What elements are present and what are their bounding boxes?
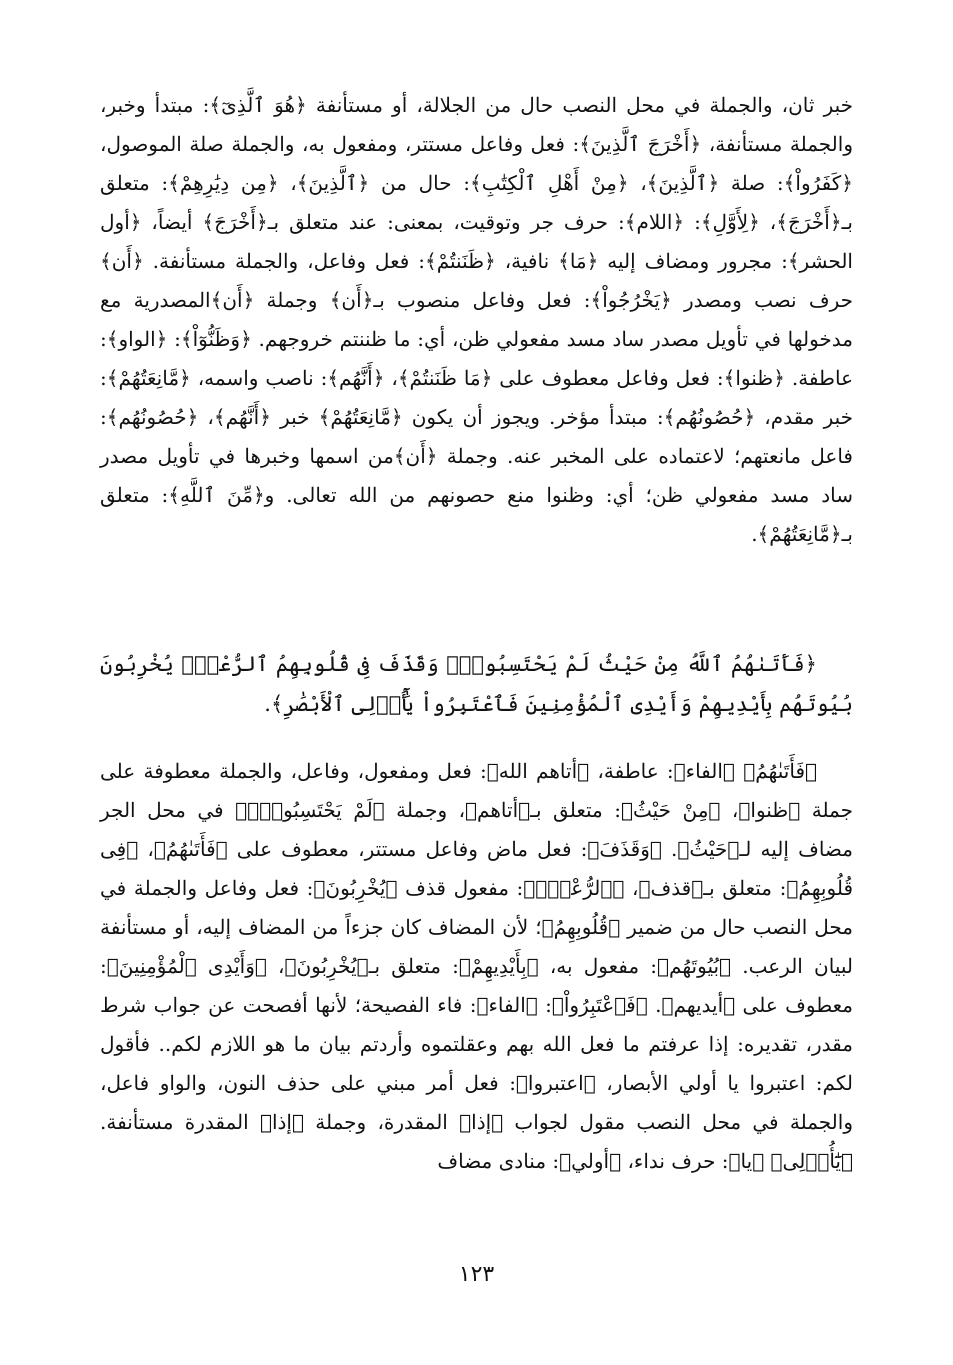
page-number: ١٢٣ xyxy=(458,1262,495,1287)
commentary-paragraph: خبر ثان، والجملة في محل النصب حال من الجلالة، أو مستأنفة ﴿هُوَ ٱلَّذِىٓ﴾: مبتدأ وخبر، والجملة مستأنفة، ﴿أَخْرَجَ ٱلَّذِينَ﴾: فعل وفاعل مستتر، ومفعول به، والجملة صلة الموصول، ﴿كَفَرُواْ﴾: صلة ﴿ٱلَّذِينَ﴾، ﴿مِنْ أَهْلِ ٱلْكِتَٰبِ﴾: حال من ﴿ٱلَّذِينَ﴾، ﴿مِن دِيَٰرِهِمْ﴾: متعلق بـ﴿أَخْرَجَ﴾، ﴿لِأَوَّلِ﴾: ﴿اللام﴾: حرف جر وتوقيت، بمعنى: عند متعلق بـ﴿أَخْرَجَ﴾ أيضاً، ﴿أول الحشر﴾: مجرور ومضاف إليه ﴿مَا﴾ نافية، ﴿ظَنَنتُمْ﴾: فعل وفاعل، والجملة مستأنفة. ﴿أَن﴾ حرف نصب ومصدر ﴿يَخْرُجُواْ﴾: فعل وفاعل منصوب بـ﴿أَن﴾ وجملة ﴿أَن﴾المصدرية مع مدخولها في تأويل مصدر ساد مسد مفعولي ظن، أي: ما ظننتم خروجهم. ﴿وَظَنُّوٓاْ﴾: ﴿الواو﴾: عاطفة. ﴿ظنوا﴾: فعل وفاعل معطوف على ﴿مَا ظَنَنتُمْ﴾، ﴿أَنَّهُم﴾: ناصب واسمه، ﴿مَّانِعَتُهُمْ﴾: خبر مقدم، ﴿حُصُونُهُم﴾: مبتدأ مؤخر. ويجوز أن يكون ﴿مَّانِعَتُهُمْ﴾ خبر ﴿أَنَّهُم﴾، ﴿حُصُونُهُم﴾: فاعل مانعتهم؛ لاعتماده على المخبر عنه. وجملة ﴿أَن﴾من اسمها وخبرها في تأويل مصدر ساد مسد مفعولي ظن؛ أي: وظنوا منع حصونهم من الله تعالى. و﴿مِّنَ ٱللَّهِ﴾: متعلق بـ﴿مَّانِعَتُهُمْ﴾. xyxy=(100,93,853,546)
quran-verse: ﴿فَأَتَىٰهُمُ ٱللَّهُ مِنْ حَيْثُ لَمْ يَحْتَسِبُواْۖ وَقَذَفَ فِى قُلُوبِهِمُ ٱلرُّعْبَۚ يُخْرِبُونَ بُيُوتَهُم بِأَيْدِيهِمْ وَأَيْدِى ٱلْمُؤْمِنِينَ فَٱعْتَبِرُواْ يَٰٓأُو۟لِى ٱلْأَبْصَٰرِ﴾. xyxy=(100,652,853,716)
commentary-paragraph-2: ﴿فَأَتَىٰهُمُ﴾ ﴿الفاء﴾: عاطفة، ﴿أتاهم الله﴾: فعل ومفعول، وفاعل، والجملة معطوفة على جملة ﴿ظنوا﴾، ﴿مِنْ حَيْثُ﴾: متعلق بـ﴿أتاهم﴾، وجملة ﴿لَمْ يَحْتَسِبُواْۖ﴾ في محل الجر مضاف إليه لـ﴿حَيْثُ﴾. ﴿وَقَذَفَ﴾: فعل ماض وفاعل مستتر، معطوف على ﴿فَأَتَىٰهُمُ﴾، ﴿فِى قُلُوبِهِمُ﴾: متعلق بـ﴿قذف﴾، ﴿ٱلرُّعْبَۚ﴾: مفعول قذف ﴿يُخْرِبُونَ﴾: فعل وفاعل والجملة في محل النصب حال من ضمير ﴿قُلُوبِهِمُ﴾؛ لأن المضاف كان جزءاً من المضاف إليه، أو مستأنفة لبيان الرعب. ﴿بُيُوتَهُم﴾: مفعول به، ﴿بِأَيْدِيهِمْ﴾: متعلق بـ﴿يُخْرِبُونَ﴾، ﴿وَأَيْدِى ٱلْمُؤْمِنِينَ﴾: معطوف على ﴿أيديهم﴾. ﴿فَٱعْتَبِرُواْ﴾: ﴿الفاء﴾: فاء الفصيحة؛ لأنها أفصحت عن جواب شرط مقدر، تقديره: إذا عرفتم ما فعل الله بهم وعقلتموه وأردتم بيان ما هو اللازم لكم.. فأقول لكم: اعتبروا يا أولي الأبصار، ﴿اعتبروا﴾: فعل أمر مبني على حذف النون، والواو فاعل، والجملة في محل النصب مقول لجواب ﴿إذا﴾ المقدرة، وجملة ﴿إذا﴾ المقدرة مستأنفة. ﴿يَٰٓأُو۟لِى﴾ ﴿يا﴾: حرف نداء، ﴿أولي﴾: منادى مضاف xyxy=(100,759,853,1173)
